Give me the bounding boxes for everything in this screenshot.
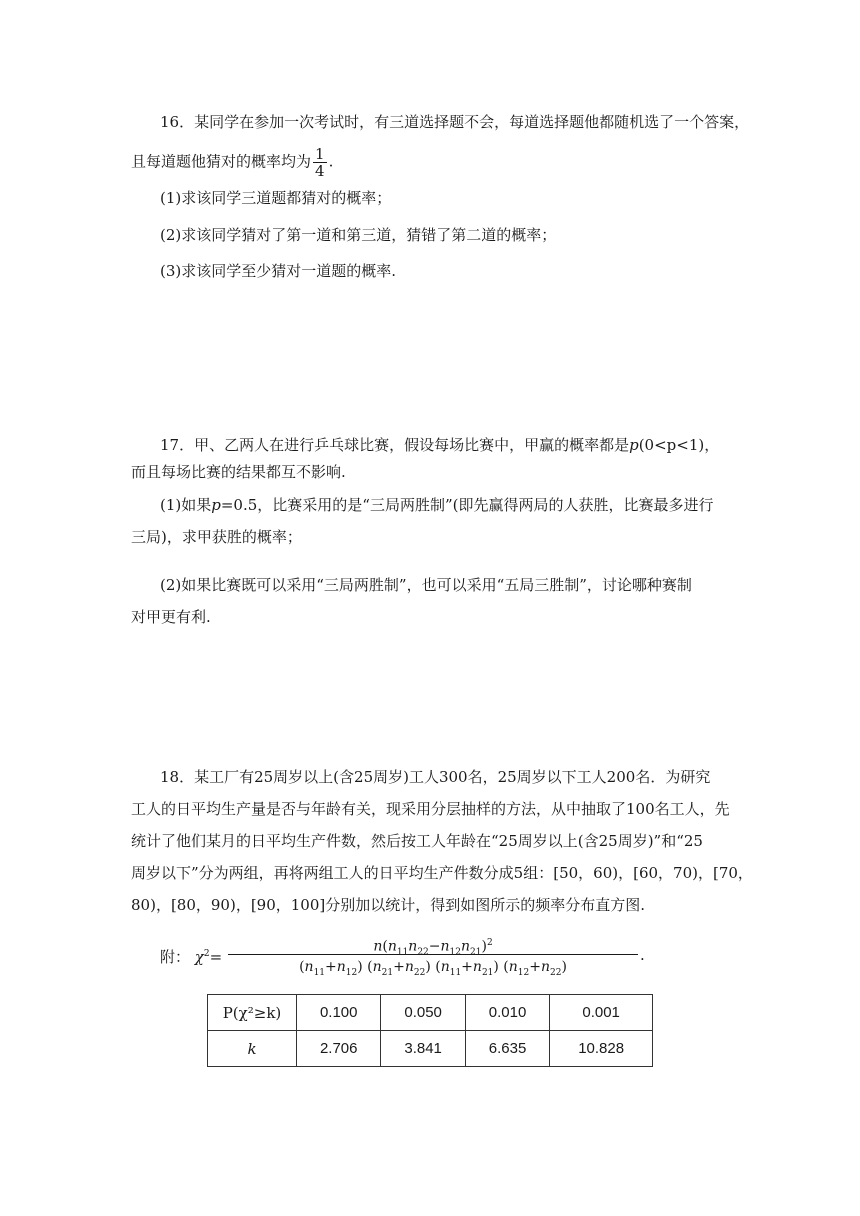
table-cell: 6.635 bbox=[465, 1031, 549, 1067]
table-cell: 0.050 bbox=[381, 995, 465, 1031]
q17-line1 bbox=[160, 433, 719, 457]
q16-sub3: (3)求该同学至少猜对一道题的概率. bbox=[160, 262, 397, 280]
q17-sub2-line2: 对甲更有利. bbox=[131, 608, 211, 626]
q16-line2 bbox=[131, 146, 333, 179]
q17-line1-text: 17．甲、乙两人在进行乒乓球比赛，假设每场比赛中，甲赢的概率都是 bbox=[160, 436, 630, 454]
table-cell: 3.841 bbox=[381, 1031, 465, 1067]
q17-line2: 而且每场比赛的结果都互不影响. bbox=[131, 463, 346, 481]
formula-denominator: $(n_{11}+n_{12})$ $(n_{21}+n_{22})$ $(n_{11}+n_{21})$ $(n_{12}+n_{22})$ bbox=[228, 954, 638, 979]
q17-sub1-pre: (1)如果 bbox=[160, 496, 212, 514]
table-row bbox=[208, 1031, 653, 1067]
table-cell: 2.706 bbox=[297, 1031, 381, 1067]
q17-sub1-line1 bbox=[160, 493, 713, 517]
q17-sub2-line1: (2)如果比赛既可以采用“三局两胜制”，也可以采用“五局三胜制”，讨论哪种赛制 bbox=[160, 576, 692, 594]
table-row bbox=[208, 995, 653, 1031]
q16-line2-end: . bbox=[328, 152, 334, 171]
formula-prefix: 附： bbox=[160, 948, 191, 966]
table-cell: 10.828 bbox=[550, 1031, 653, 1067]
formula-end: . bbox=[640, 946, 645, 964]
q18-line1: 18．某工厂有25周岁以上(含25周岁)工人300名，25周岁以下工人200名．为研究 bbox=[160, 768, 711, 786]
q18-line3: 统计了他们某月的日平均生产件数，然后按工人年龄在“25周岁以上(含25周岁)”和“25 bbox=[131, 832, 703, 850]
q17-sub1-var: p bbox=[211, 496, 221, 514]
q16-sub2: (2)求该同学猜对了第一道和第三道，猜错了第二道的概率； bbox=[160, 226, 557, 244]
table-head-p: P(χ²≥k) bbox=[208, 995, 297, 1031]
table-cell: 0.100 bbox=[297, 995, 381, 1031]
q16-line1: 16．某同学在参加一次考试时，有三道选择题不会，每道选择题他都随机选了一个答案， bbox=[160, 113, 750, 131]
table-cell: 0.010 bbox=[465, 995, 549, 1031]
q16-frac-num: 1 bbox=[315, 145, 325, 163]
q17-line1-end: (0<p<1)， bbox=[638, 436, 720, 454]
q16-line2-text: 且每道题他猜对的概率均为 bbox=[131, 152, 312, 171]
q16-sub1: (1)求该同学三道题都猜对的概率； bbox=[160, 189, 392, 207]
critical-value-table bbox=[207, 994, 653, 1067]
q17-sub1-post: =0.5，比赛采用的是“三局两胜制”(即先赢得两局的人获胜，比赛最多进行 bbox=[220, 496, 714, 514]
formula-chi: χ bbox=[194, 948, 204, 966]
table-head-k-text: k bbox=[247, 1039, 257, 1058]
q18-line4: 周岁以下”分为两组，再将两组工人的日平均生产件数分成5组：[50，60)，[60，70)，[70， bbox=[131, 864, 753, 882]
formula-label: 附： $\chi^2=$ bbox=[160, 948, 223, 966]
formula-numerator: $n(n_{11}n_{22}-n_{12}n_{21})^2$ bbox=[373, 938, 493, 958]
table-head-k bbox=[208, 1031, 297, 1067]
q18-line2: 工人的日平均生产量是否与年龄有关，现采用分层抽样的方法，从中抽取了100名工人，先 bbox=[131, 800, 730, 818]
q18-line5: 80)，[80，90)，[90，100]分别加以统计，得到如图所示的频率分布直方图. bbox=[131, 896, 646, 914]
formula-equals: = bbox=[209, 948, 223, 966]
q17-sub1-line2: 三局)，求甲获胜的概率； bbox=[131, 528, 302, 546]
q16-fraction bbox=[313, 146, 327, 179]
table-cell: 0.001 bbox=[550, 995, 653, 1031]
q16-frac-den: 4 bbox=[315, 162, 325, 180]
formula-fraction bbox=[228, 932, 638, 979]
q17-var-p: p bbox=[629, 436, 639, 454]
